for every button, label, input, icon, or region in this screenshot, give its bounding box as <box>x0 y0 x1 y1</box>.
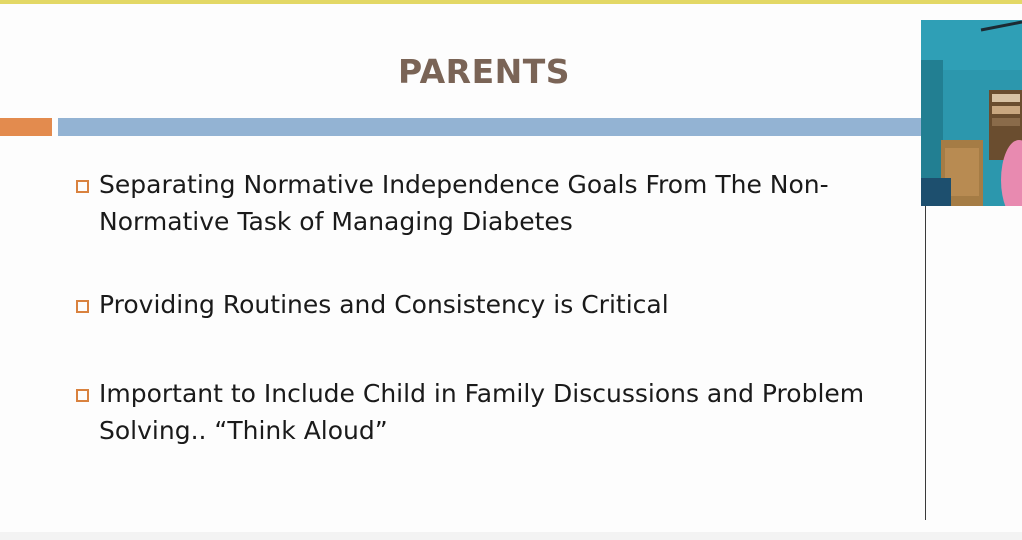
square-bullet-icon <box>76 300 89 313</box>
slide-title: PARENTS <box>397 52 571 91</box>
top-border-bar <box>0 0 1022 4</box>
bullet-text: Important to Include Child in Family Discussions and Problem Solving.. “Think Aloud” <box>99 379 865 445</box>
vertical-divider <box>925 206 926 520</box>
webcam-video-thumbnail <box>921 20 1022 206</box>
square-bullet-icon <box>76 180 89 193</box>
bullet-item <box>76 286 876 323</box>
bottom-border-strip <box>0 532 1022 540</box>
bullet-item <box>76 375 876 449</box>
title-accent-blue <box>58 118 922 136</box>
bullet-text: Providing Routines and Consistency is Critical <box>99 290 669 319</box>
bullet-item <box>76 166 876 240</box>
webcam-feed-icon <box>921 20 1022 206</box>
bullet-text: Separating Normative Independence Goals From The Non-Normative Task of Managing Diabetes <box>99 170 829 236</box>
title-accent-orange <box>0 118 52 136</box>
bullet-list <box>76 166 876 495</box>
square-bullet-icon <box>76 389 89 402</box>
